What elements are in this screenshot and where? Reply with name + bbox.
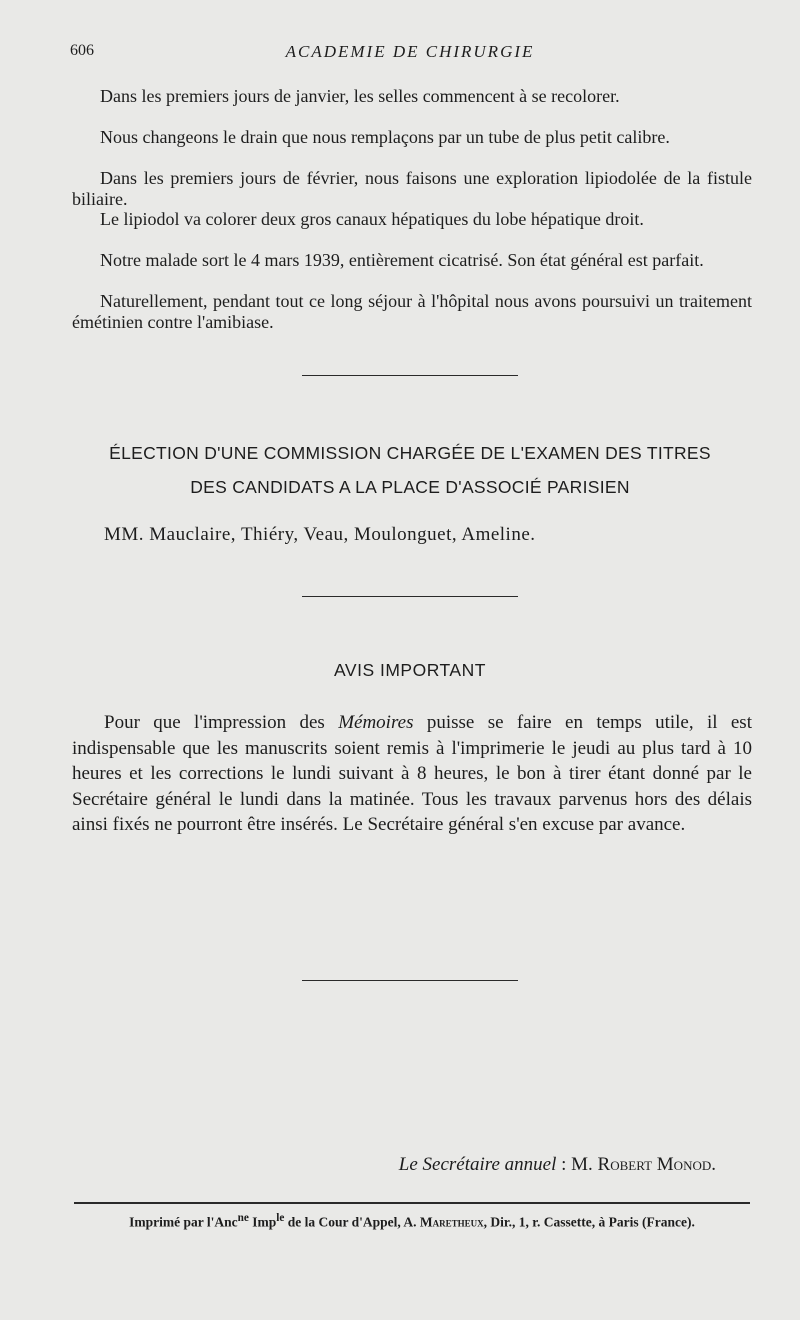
election-heading	[60, 436, 760, 504]
printer-name: Maretheux	[419, 1214, 484, 1230]
memoires-emphasis: Mémoires	[338, 712, 414, 733]
case-paragraph: Dans les premiers jours de février, nous faisons une exploration lipiodolée de la fistule biliaire.	[72, 168, 752, 209]
election-heading-line1: ÉLECTION D'UNE COMMISSION CHARGÉE DE L'EXAMEN DES TITRES	[109, 443, 711, 463]
case-paragraph: Notre malade sort le 4 mars 1939, entièrement cicatrisé. Son état général est parfait.	[100, 250, 704, 270]
signature-name: M. Robert Monod.	[571, 1154, 716, 1175]
case-paragraph: Le lipiodol va colorer deux gros canaux hépatiques du lobe hépatique droit.	[100, 209, 644, 229]
section-divider	[302, 596, 518, 597]
commission-members: MM. Mauclaire, Thiéry, Veau, Moulonguet, Ameline.	[104, 524, 536, 545]
case-paragraph: Nous changeons le drain que nous remplaçons par un tube de plus petit calibre.	[100, 127, 670, 147]
notice-body: Pour que l'impression des Mémoires puisse se faire en temps utile, il est indispensable que les manuscrits soient remis à l'imprimerie le jeudi au plus tard à 10 heures et les corrections le lundi suivant à 8 heures, le bon à tirer étant donné par le Secrétaire général le lundi dans la matinée. Tous les travaux parvenus hors des délais ainsi fixés ne pourront être insérés. Le Secrétaire général s'en excuse par avance.	[72, 712, 752, 835]
section-divider	[302, 375, 518, 376]
case-paragraph: Naturellement, pendant tout ce long séjour à l'hôpital nous avons poursuivi un traitement émétinien contre l'amibiase.	[72, 291, 752, 332]
notice-title: AVIS IMPORTANT	[334, 660, 486, 680]
printer-imprint: Imprimé par l'Anc$^{ne}$ Imp$^{le}$ de la Cour d'Appel, A. Maretheux, Dir., 1, r. Cassette, à Paris (France).	[129, 1212, 695, 1230]
signature-role: Le Secrétaire annuel	[398, 1154, 557, 1175]
footer-divider	[74, 1202, 750, 1204]
election-heading-line2: DES CANDIDATS A LA PLACE D'ASSOCIÉ PARISIEN	[190, 477, 630, 497]
case-paragraph: Dans les premiers jours de janvier, les selles commencent à se recolorer.	[100, 86, 620, 106]
signature: Le Secrétaire annuel : M. Robert Monod.	[398, 1154, 716, 1175]
section-divider	[302, 980, 518, 981]
page-number: 606	[70, 42, 94, 59]
page-header	[70, 42, 750, 66]
running-title: ACADEMIE DE CHIRURGIE	[285, 42, 535, 61]
